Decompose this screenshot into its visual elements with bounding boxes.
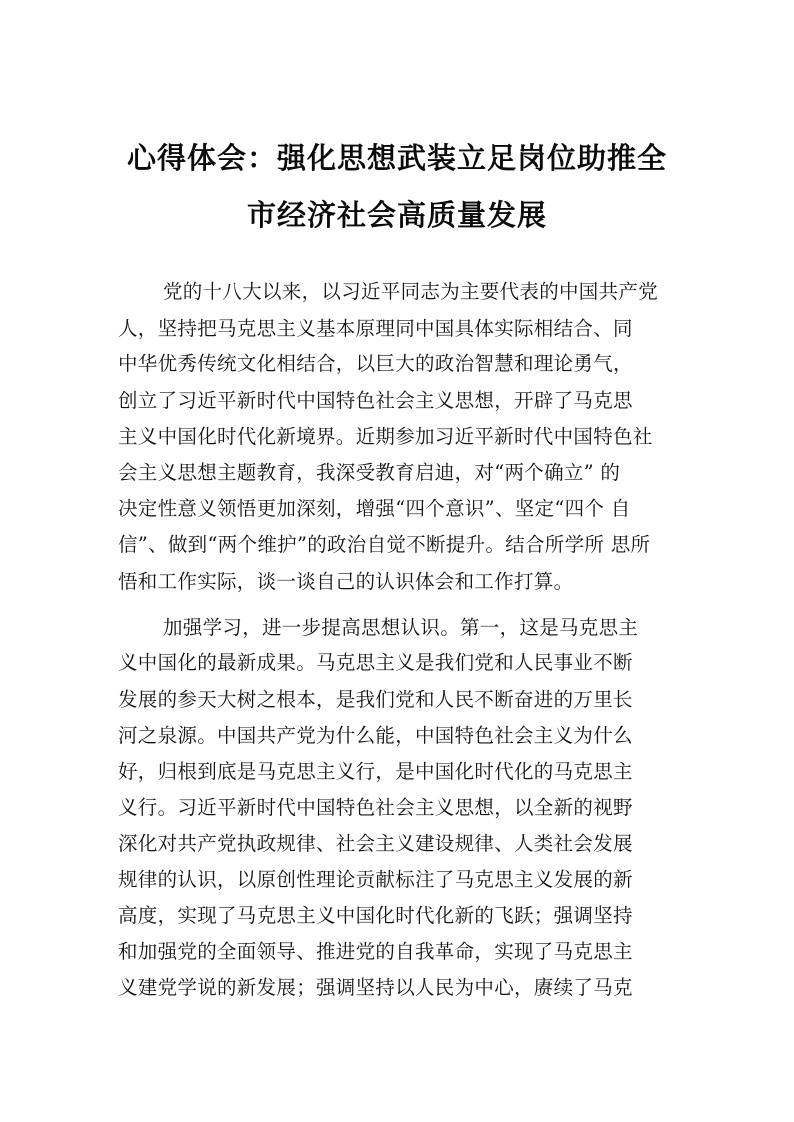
paragraph-1-line-7: 决定性意义领悟更加深刻，增强“四个意识”、坚定“四个 自 xyxy=(118,497,631,520)
paragraph-1-line-3: 中华优秀传统文化相结合，以巨大的政治智慧和理论勇气， xyxy=(118,352,633,375)
paragraph-1-line-8: 信”、做到“两个维护”的政治自觉不断提升。结合所学所 思所 xyxy=(118,533,651,556)
paragraph-2-line-7: 深化对共产党执政规律、社会主义建设规律、人类社会发展 xyxy=(118,832,633,855)
paragraph-2-line-6: 义行。习近平新时代中国特色社会主义思想，以全新的视野 xyxy=(118,796,633,819)
paragraph-1-line-2: 人，坚持把马克思主义基本原理同中国具体实际相结合、同 xyxy=(118,317,633,340)
paragraph-2-line-3: 发展的参天大树之根本，是我们党和人民不断奋进的万里长 xyxy=(118,688,633,711)
paragraph-1-line-6: 会主义思想主题教育，我深受教育启迪，对“两个确立” 的 xyxy=(118,461,621,484)
paragraph-2-line-8: 规律的认识，以原创性理论贡献标注了马克思主义发展的新 xyxy=(118,868,633,891)
paragraph-2-line-9: 高度，实现了马克思主义中国化时代化新的飞跃；强调坚持 xyxy=(118,904,633,927)
paragraph-2-line-5: 好，归根到底是马克思主义行，是中国化时代化的马克思主 xyxy=(118,760,633,783)
paragraph-2-line-4: 河之泉源。中国共产党为什么能，中国特色社会主义为什么 xyxy=(118,724,633,747)
paragraph-1-line-5: 主义中国化时代化新境界。近期参加习近平新时代中国特色社 xyxy=(118,425,653,448)
paragraph-2-line-2: 义中国化的最新成果。马克思主义是我们党和人民事业不断 xyxy=(118,651,633,674)
paragraph-1-line-1: 党的十八大以来，以习近平同志为主要代表的中国共产党 xyxy=(163,280,659,303)
document-title-line-2: 市经济社会高质量发展 xyxy=(246,198,547,232)
paragraph-1-line-9: 悟和工作实际，谈一谈自己的认识体会和工作打算。 xyxy=(118,570,574,593)
paragraph-1-line-4: 创立了习近平新时代中国特色社会主义思想，开辟了马克思 xyxy=(118,389,633,412)
paragraph-2-line-10: 和加强党的全面领导、推进党的自我革命，实现了马克思主 xyxy=(118,940,633,963)
document-title-line-1: 心得体会：强化思想武装立足岗位助推全 xyxy=(126,141,667,175)
paragraph-2-line-1: 加强学习，进一步提高思想认识。第一，这是马克思主 xyxy=(163,616,639,639)
paragraph-2-line-11: 义建党学说的新发展；强调坚持以人民为中心，赓续了马克 xyxy=(118,976,633,999)
